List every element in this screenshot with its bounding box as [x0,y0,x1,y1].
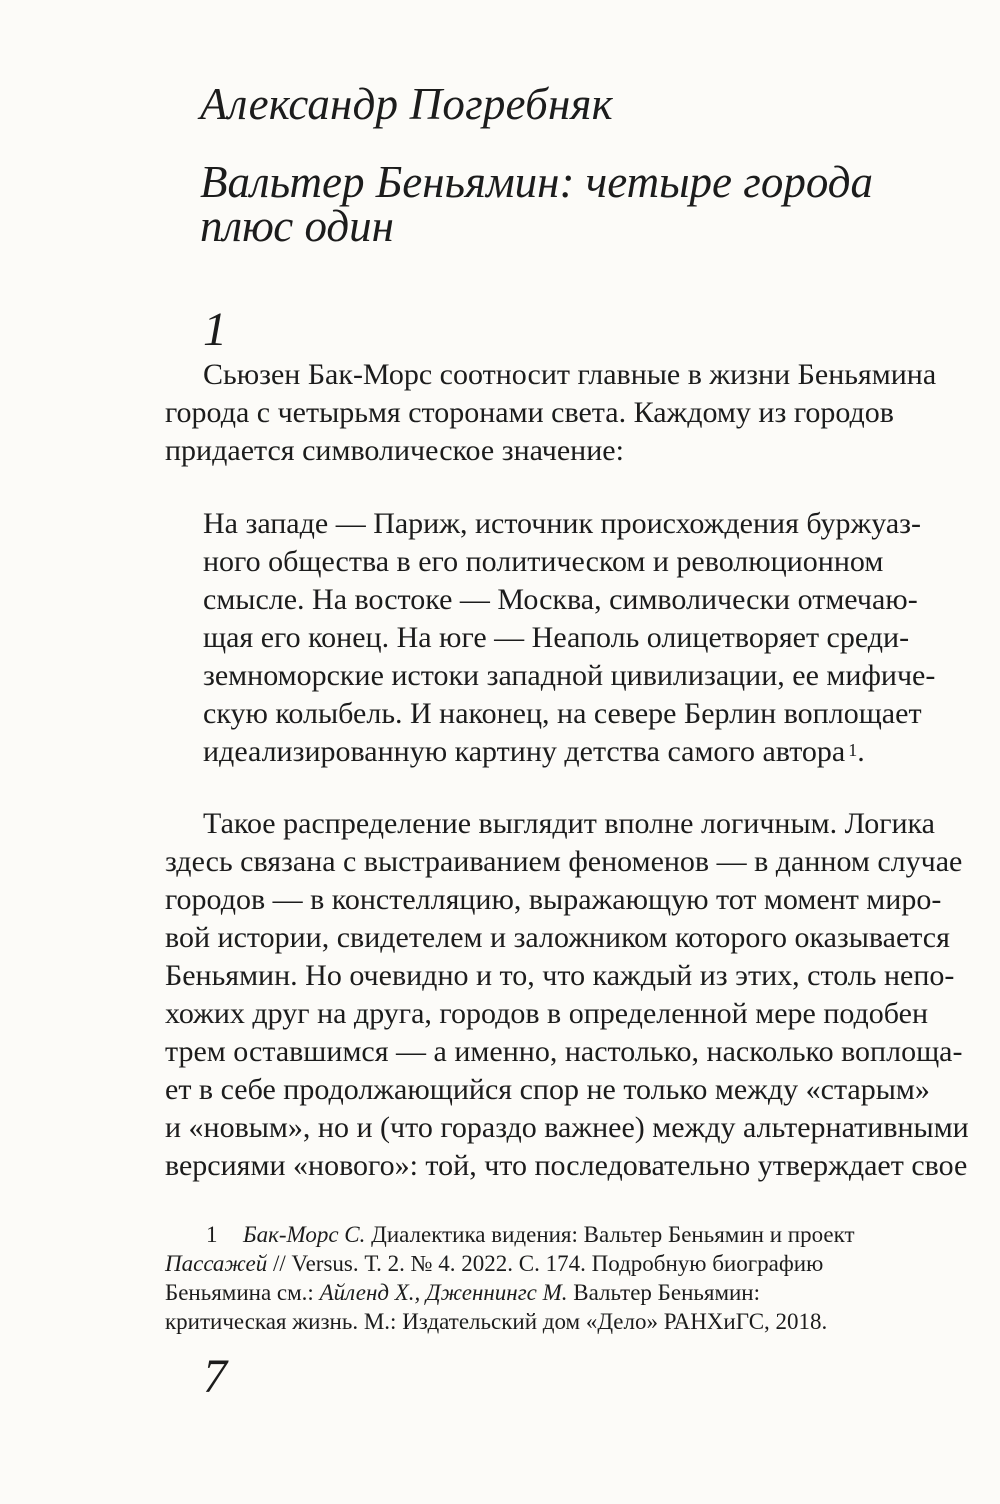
text-line-content: идеализированную картину детства самого автора [203,735,846,768]
footnote-author: Айленд Х., Дженнингс М. [319,1280,568,1305]
text-line: Такое распределение выглядит вполне логичным. Логика [203,807,935,840]
footnote-text: Диалектика видения: Вальтер Беньямин и проект [365,1222,855,1247]
text-line: На западе — Париж, источник происхождения буржуаз- [203,507,922,540]
text-line: города с четырьмя сторонами света. Каждому из городов [165,396,894,429]
text-line: и «новым», но и (что гораздо важнее) между альтернативными [165,1111,969,1144]
title-line: плюс один [200,201,394,251]
text-line: ного общества в его политическом и революционном [203,545,884,578]
footnote-number: 1 [206,1222,218,1247]
footnote-author: Бак-Морс С. [243,1222,366,1247]
title-line: Вальтер Беньямин: четыре города [200,157,874,207]
footnote-line: критическая жизнь. М.: Издательский дом «Дело» РАНХиГС, 2018. [165,1309,828,1334]
footnote-work-title: Пассажей [165,1251,268,1276]
quote-terminal-punctuation: . [857,735,865,768]
text-line: придается символическое значение: [165,434,624,467]
text-line: хожих друг на друга, городов в определенной мере подобен [165,997,929,1030]
section-number: 1 [203,303,227,356]
footnote-text: Вальтер Беньямин: [567,1280,761,1305]
text-line: ет в себе продолжающийся спор не только между «старым» [165,1073,930,1106]
text-line: смысле. На востоке — Москва, символически отмечаю- [203,583,918,616]
chapter-title [165,157,965,251]
text-line: Сьюзен Бак-Морс соотносит главные в жизни Беньямина [203,358,937,391]
text-line: земноморские истоки западной цивилизации, ее мифиче- [203,659,936,692]
footnote-line [165,1220,935,1249]
main-paragraph [165,805,969,1185]
block-quote [203,505,936,771]
footnote-text: Беньямина см.: [165,1280,320,1305]
text-line: щая его конец. На юге — Неаполь олицетворяет среди- [203,621,910,654]
text-line: Беньямин. Но очевидно и то, что каждый из этих, столь непо- [165,959,955,992]
footnote-reference[interactable]: 1 [848,740,858,760]
text-line: трем оставшимся — а именно, настолько, насколько воплоща- [165,1035,963,1068]
text-line [203,733,933,771]
intro-paragraph [165,356,935,470]
text-line: здесь связана с выстраиванием феноменов — в данном случае [165,845,963,878]
text-line: вой истории, свидетелем и заложником которого оказывается [165,921,950,954]
footnote-line [165,1278,935,1307]
author-name: Александр Погребняк [200,79,613,129]
footnote [165,1220,935,1336]
text-line: городов — в констелляцию, выражающую тот момент миро- [165,883,942,916]
page-number: 7 [203,1350,227,1403]
footnote-text: // Versus. Т. 2. № 4. 2022. С. 174. Подробную биографию [267,1251,824,1276]
footnote-line [165,1249,935,1278]
text-line: скую колыбель. И наконец, на севере Берлин воплощает [203,697,922,730]
text-line: версиями «нового»: той, что последовательно утверждает свое [165,1149,968,1182]
